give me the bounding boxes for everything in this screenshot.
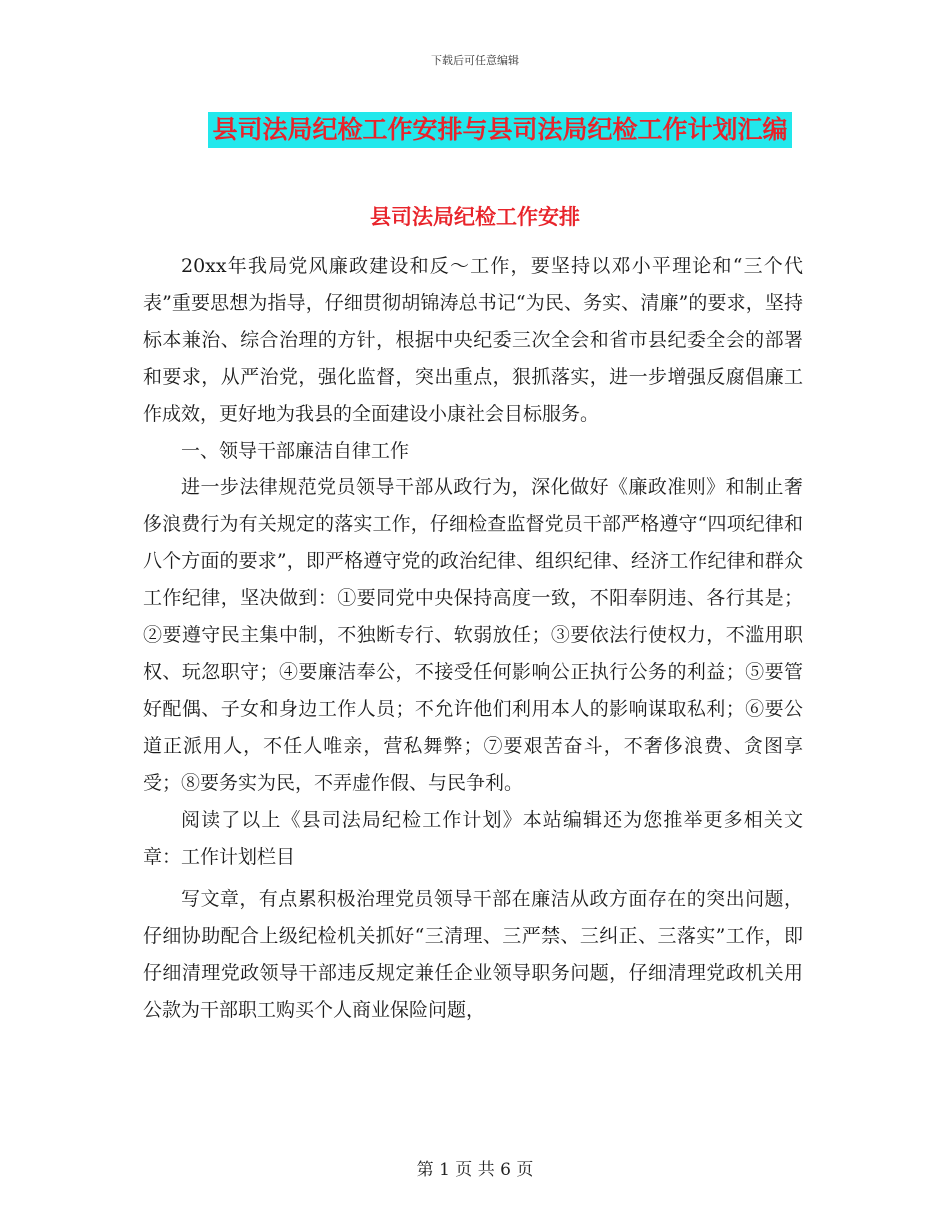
paragraph-intro: 20xx年我局党风廉政建设和反～工作，要坚持以邓小平理论和“三个代表”重要思想为指导，仔细贯彻胡锦涛总书记“为民、务实、清廉”的要求，坚持标本兼治、综合治理的方针，根据中央纪委三次全会和省市县纪委全会的部署和要求，从严治党，强化监督，突出重点，狠抓落实，进一步增强反腐倡廉工作成效，更好地为我县的全面建设小康社会目标服务。 (143, 255, 803, 425)
page-number: 第 1 页 共 6 页 (416, 1160, 534, 1180)
header-note: 下载后可任意编辑 (431, 54, 519, 67)
section-title: 县司法局纪检工作安排 (370, 204, 580, 229)
document-body (143, 248, 803, 1029)
document-title: 县司法局纪检工作安排与县司法局纪检工作计划汇编 (208, 112, 791, 148)
paragraph-cleanup: 写文章，有点累积极治理党员领导干部在廉洁从政方面存在的突出问题，仔细协助配合上级纪检机关抓好“三清理、三严禁、三纠正、三落实”工作，即仔细清理党政领导干部违反规定兼任企业领导职务问题，仔细清理党政机关用公款为干部职工购买个人商业保险问题， (143, 888, 803, 1022)
paragraph-discipline: 进一步法律规范党员领导干部从政行为，深化做好《廉政准则》和制止奢侈浪费行为有关规定的落实工作，仔细检查监督党员干部严格遵守“四项纪律和八个方面的要求”，即严格遵守党的政治纪律、组织纪律、经济工作纪律和群众工作纪律，坚决做到：①要同党中央保持高度一致，不阳奉阴违、各行其是；②要遵守民主集中制，不独断专行、软弱放任；③要依法行使权力，不滥用职权、玩忽职守；④要廉洁奉公，不接受任何影响公正执行公务的利益；⑤要管好配偶、子女和身边工作人员；不允许他们利用本人的影响谋取私利；⑥要公道正派用人，不任人唯亲，营私舞弊；⑦要艰苦奋斗，不奢侈浪费、贪图享受；⑧要务实为民，不弄虚作假、与民争利。 (143, 476, 803, 794)
paragraph-heading-1: 一、领导干部廉洁自律工作 (181, 439, 410, 462)
paragraph-related-articles: 阅读了以上《县司法局纪检工作计划》本站编辑还为您推举更多相关文章：工作计划栏目 (143, 808, 803, 868)
document-title-wrap (0, 112, 950, 148)
